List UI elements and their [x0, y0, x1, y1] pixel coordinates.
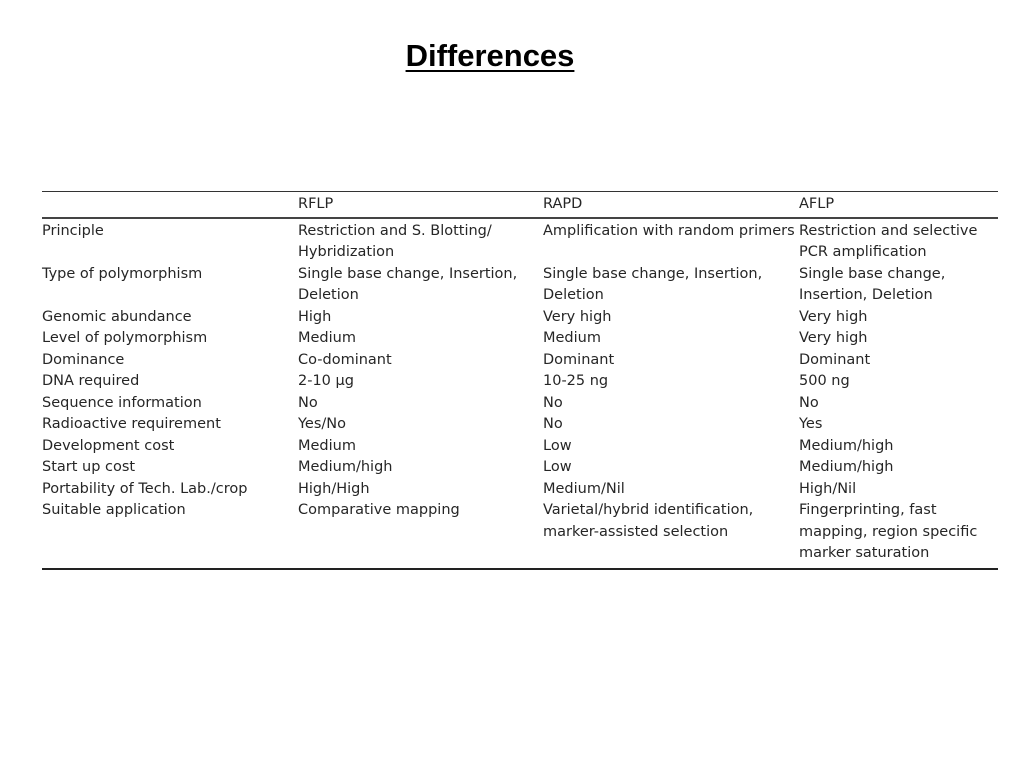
aflp-cell: High/Nil [799, 480, 857, 497]
table-row [42, 371, 998, 393]
table-row [42, 393, 998, 415]
rflp-cell: High [298, 308, 332, 325]
row-label: Portability of Tech. Lab./crop [42, 480, 248, 497]
row-label: Sequence information [42, 394, 202, 411]
header-cell-rapd: RAPD [543, 196, 583, 212]
table-row [42, 500, 998, 569]
rflp-cell: Medium [298, 437, 356, 454]
row-label: Type of polymorphism [42, 265, 203, 282]
table-row [42, 328, 998, 350]
rapd-cell: Low [543, 459, 572, 475]
rflp-cell: Comparative mapping [298, 502, 460, 518]
rapd-cell: 10-25 ng [543, 373, 609, 389]
header-cell-aflp: AFLP [799, 196, 835, 212]
rflp-cell: 2-10 μg [298, 373, 354, 389]
row-label: DNA required [42, 373, 140, 389]
row-label: Suitable application [42, 502, 186, 518]
comparison-table-container [42, 191, 998, 570]
table-row [42, 479, 998, 501]
row-label: Level of polymorphism [42, 330, 208, 346]
aflp-cell: Restriction and selective PCR amplification [799, 222, 978, 260]
rapd-cell: Medium/Nil [543, 480, 625, 497]
rapd-cell: Dominant [543, 351, 615, 368]
row-label: Start up cost [42, 459, 136, 475]
rflp-cell: Restriction and S. Blotting/ Hybridization [298, 222, 492, 260]
aflp-cell: 500 ng [799, 373, 850, 389]
aflp-cell: Medium/high [799, 437, 894, 454]
rflp-cell: Co-dominant [298, 351, 392, 368]
table-row [42, 218, 998, 264]
rapd-cell: No [543, 394, 563, 411]
aflp-cell: Dominant [799, 351, 871, 368]
aflp-cell: Medium/high [799, 459, 894, 475]
rflp-cell: Single base change, Insertion, Deletion [298, 265, 518, 303]
rapd-cell: No [543, 416, 563, 432]
rapd-cell: Varietal/hybrid identification, marker-assisted selection [543, 502, 754, 540]
header-row [42, 192, 998, 218]
row-label: Development cost [42, 437, 175, 454]
header-cell-feature [42, 192, 298, 218]
table-body [42, 218, 998, 569]
rflp-cell: Medium [298, 330, 356, 346]
row-label: Principle [42, 222, 104, 239]
row-label: Dominance [42, 351, 125, 368]
aflp-cell: Yes [799, 416, 823, 432]
aflp-cell: Very high [799, 330, 868, 346]
rapd-cell: Low [543, 437, 572, 454]
table-row [42, 414, 998, 436]
table-row [42, 264, 998, 307]
rapd-cell: Medium [543, 330, 601, 346]
table-row [42, 457, 998, 479]
table-row [42, 436, 998, 458]
rflp-cell: High/High [298, 480, 370, 497]
aflp-cell: Very high [799, 308, 868, 325]
aflp-cell: Single base change, Insertion, Deletion [799, 265, 946, 303]
row-label: Radioactive requirement [42, 416, 221, 432]
table-row [42, 307, 998, 329]
rapd-cell: Single base change, Insertion, Deletion [543, 265, 763, 303]
rflp-cell: Medium/high [298, 459, 393, 475]
rapd-cell: Very high [543, 308, 612, 325]
table-row [42, 350, 998, 372]
aflp-cell: Fingerprinting, fast mapping, region specific marker saturation [799, 502, 978, 561]
slide-title: Differences [405, 38, 575, 73]
table-header [42, 192, 998, 218]
header-cell-rflp: RFLP [298, 196, 334, 212]
aflp-cell: No [799, 394, 819, 411]
rapd-cell: Amplification with random primers [543, 222, 795, 239]
row-label: Genomic abundance [42, 308, 192, 325]
rflp-cell: Yes/No [298, 416, 347, 432]
rflp-cell: No [298, 394, 318, 411]
comparison-table [42, 191, 998, 570]
